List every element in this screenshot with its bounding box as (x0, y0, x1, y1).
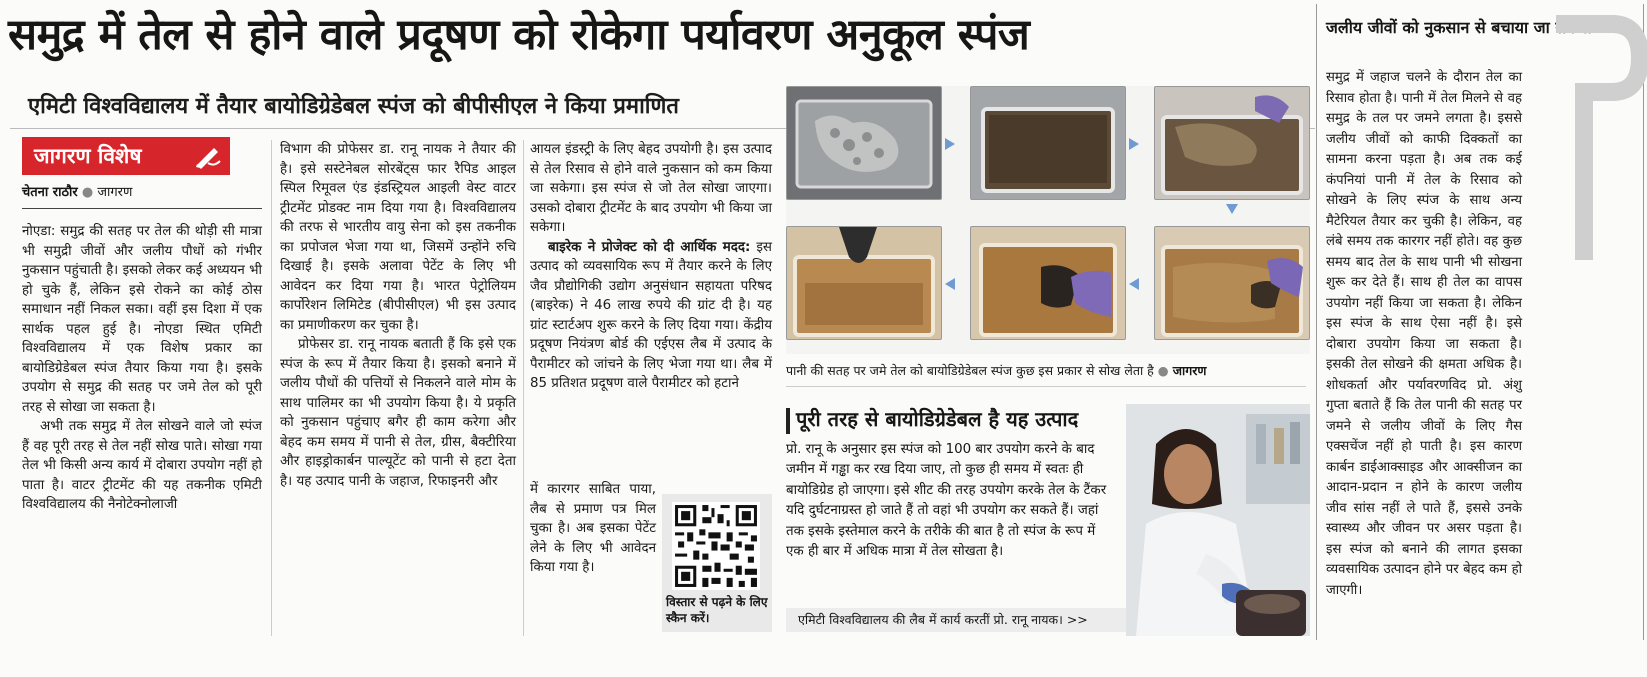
photo-panel (786, 226, 942, 340)
paragraph: विभाग की प्रोफेसर डा. रानू नायक ने तैयार की है। इसे सस्टेनेबल सोरबेंट्स फार रैपिड आइल स्पिल रिमूवल एंड इंडस्ट्रियल आइली वेस्ट वाटर ट्रीटमेंट प्रोडक्ट नाम दिया गया है। विश्वविद्यालय की तरफ से भारतीय वायु सेना को इस तकनीक का प्रपोजल भेजा गया था, जिसमें उन्होंने रुचि दिखाई है। इसके अलावा पेटेंट के लिए भी आवेदन कर दिया गया है। भारत पेट्रोलियम कार्पोरेशन लिमिटेड (बीपीसीएल) भी इस उत्पाद का प्रमाणीकरण कर चुका है। (280, 142, 516, 333)
bullet-icon: ● (81, 185, 94, 200)
section-tag-label: जागरण विशेष (34, 144, 142, 168)
column-divider (523, 140, 524, 636)
article-column-3 (530, 140, 772, 394)
article-column-1 (22, 222, 262, 515)
photo-panel (970, 86, 1126, 200)
arrow-left-icon (1129, 278, 1139, 290)
box-text: प्रो. रानू के अनुसार इस स्पंज को 100 बार उपयोग करने के बाद जमीन में गड्ढा कर रख दिया जाए, तो कुछ ही समय में स्वतः ही बायोडिग्रेड हो जाएगा। इसे शीट की तरह उपयोग करके तेल के टैंकर यदि दुर्घटनाग्रस्त हो जाते हैं तो वहां भी उपयोग कर सकते हैं। जहां तक इसके इस्तेमाल करने के तरीके की बात है तो स्पंज के रूप में एक ही बार में अधिक मात्रा में तेल सोखता है। (786, 442, 1107, 560)
article-column-3-continued (530, 480, 656, 578)
scientist-photo (1126, 404, 1310, 636)
qr-caption: विस्तार से पढ़ने के लिए स्कैन करें। (666, 595, 768, 625)
arrow-right-icon (1129, 138, 1139, 150)
sidebar-text: समुद्र में जहाज चलने के दौरान तेल का रिसाव होता है। पानी में तेल मिलने से वह समुद्र के तल पर जमने लगता है। इससे जलीय जीवों को काफी दिक्कतों का सामना करना पड़ता है। अब तक कई कंपनियां पानी में तेल के रिसाव को सोखने के लिए स्पंज के साथ अन्य मैटेरियल तैयार कर चुकी है। लेकिन, वह लंबे समय तक कारगर नहीं होते। वह कुछ समय बाद तेल के साथ पानी भी सोखना शुरू कर देते हैं। साथ ही तेल का वापस उपयोग नहीं किया जा सकता है। लेकिन इस स्पंज के साथ ऐसा नहीं है। इसे दोबारा उपयोग किया जा सकता है। इसकी तेल सोखने की क्षमता अधिक है। शोधकर्ता और पर्यावरणविद प्रो. अंशु गुप्ता बताते हैं कि तेल पानी की सतह पर जमने से जलीय जीवों के लिए गैस एक्सचेंज नहीं हो पाती है। इस कारण कार्बन डाईआक्साइड और आक्सीजन का आदान-प्रदान न होने के कारण जलीय जीव सांस नहीं ले पाते हैं, इससे उनके स्वास्थ्य और जीवन पर असर पड़ता है। इस स्पंज को बनाने की लागत इसका व्यवसायिक उत्पादन होने पर बेहद कम हो जाएगी। (1326, 70, 1522, 598)
article-column-2 (280, 140, 516, 491)
box-title: पूरी तरह से बायोडिग्रेडेबल है यह उत्पाद (796, 407, 1079, 431)
divider (22, 208, 262, 209)
photo-caption-source: जागरण (1172, 363, 1207, 378)
photo-caption-text: पानी की सतह पर जमे तेल को बायोडिग्रेडेबल स्पंज कुछ इस प्रकार से सोख लेता है (786, 363, 1154, 378)
paragraph: नोएडा: समुद्र की सतह पर तेल की थोड़ी सी मात्रा भी समुद्री जीवों और जलीय पौधों को गंभीर नुकसान पहुंचाती है। इसको लेकर कई अध्ययन भी हो चुके हैं, लेकिन इसे रोकने का कोई ठोस समाधान नहीं निकल सका। वहीं इस दिशा में एक सार्थक पहल हुई है। नोएडा स्थित एमिटी विश्वविद्यालय में एक विशेष प्रकार का बायोडिग्रेडेबल स्पंज तैयार किया गया है। इसके उपयोग से समुद्र की सतह पर जमे तेल को पूरी तरह से सोखा जा सकता है। (22, 224, 262, 415)
subheading: बाइरेक ने प्रोजेक्ट को दी आर्थिक मदद: (548, 239, 751, 255)
paragraph (530, 238, 772, 394)
paragraph: आयल इंडस्ट्री के लिए बेहद उपयोगी है। इस उत्पाद से तेल रिसाव से होने वाले नुकसान को कम किया जा सकेगा। इस स्पंज से जो तेल सोखा जाएगा। उसको दोबारा ट्रीटमेंट के बाद उपयोग भी किया जा सकेगा। (530, 142, 772, 235)
photo-caption (786, 362, 1306, 387)
paragraph: प्रोफेसर डा. रानू नायक बताती हैं कि इसे एक स्पंज के रूप में तैयार किया है। इसको बनाने में जलीय पौधों की पत्तियों से निकलने वाले मोम के साथ पालिमर का भी उपयोग किया है। ये प्रकृति को नुकसान पहुंचाए बगैर ही काम करेगा और बेहद कम समय में पानी से तेल, ग्रीस, बैक्टीरिया और हाइड्रोकार्बन पाल्यूटेंट को पानी से हटा देता है। यह उत्पाद पानी के जहाज, रिफाइनरी और (280, 337, 516, 489)
photo-panel (1154, 86, 1310, 200)
sidebar-title: जलीय जीवों को नुकसान से बचाया जा सकेगा (1326, 18, 1592, 37)
arrow-left-icon (945, 278, 955, 290)
photo-panel (970, 226, 1126, 340)
photo-sequence (786, 86, 1310, 354)
qr-code-icon[interactable] (672, 502, 760, 590)
subheadline: एमिटी विश्वविद्यालय में तैयार बायोडिग्रेडेबल स्पंज को बीपीसीएल ने किया प्रमाणित (28, 94, 679, 119)
column-divider (271, 140, 272, 636)
pen-icon (194, 143, 222, 169)
qr-box[interactable] (662, 494, 772, 632)
paragraph: अभी तक समुद्र में तेल सोखने वाले जो स्पंज हैं वह पूरी तरह से तेल नहीं सोख पाते। सोखा गया तेल भी किसी अन्य कार्य में दोबारा उपयोग नहीं हो पाता है। वाटर ट्रीटमेंट की यह तकनीक एमिटी विश्वविद्यालय की नैनोटेक्नोलाजी (22, 419, 262, 512)
photo-panel (1154, 226, 1310, 340)
photo-panel (786, 86, 942, 200)
byline (22, 184, 262, 202)
accent-bar (786, 408, 790, 434)
photo-caption: एमिटी विश्वविद्यालय की लैब में कार्य करतीं प्रो. रानू नायक। >> (786, 608, 1126, 632)
section-tag (22, 137, 230, 175)
headline: समुद्र में तेल से होने वाले प्रदूषण को रोकेगा पर्यावरण अनुकूल स्पंज (8, 10, 1030, 60)
logo-watermark-icon (1548, 10, 1647, 270)
byline-source: जागरण (97, 185, 133, 200)
paragraph-text: इस उत्पाद को व्यवसायिक रूप में तैयार करने के लिए जैव प्रौद्योगिकी उद्योग अनुसंधान सहायता परिषद (बाइरेक) ने 46 लाख रुपये की ग्रांट दी है। यह ग्रांट स्टार्टअप शुरू करने के लिए दिया गया। केंद्रीय प्रदूषण नियंत्रण बोर्ड की एईएस लैब में उत्पाद के पैरामीटर को जांचने के लिए भेजा गया था। लैब में 85 प्रतिशत प्रदूषण वाले पैरामीटर को हटाने (530, 239, 772, 391)
bullet-icon: ● (1157, 363, 1169, 378)
byline-author: चेतना राठौर (22, 185, 78, 200)
paragraph: में कारगर साबित पाया, लैब से प्रमाण पत्र मिल चुका है। अब इसका पेटेंट लेने के लिए भी आवेदन किया गया है। (530, 482, 656, 575)
arrow-down-icon (1226, 204, 1238, 214)
arrow-right-icon (945, 138, 955, 150)
